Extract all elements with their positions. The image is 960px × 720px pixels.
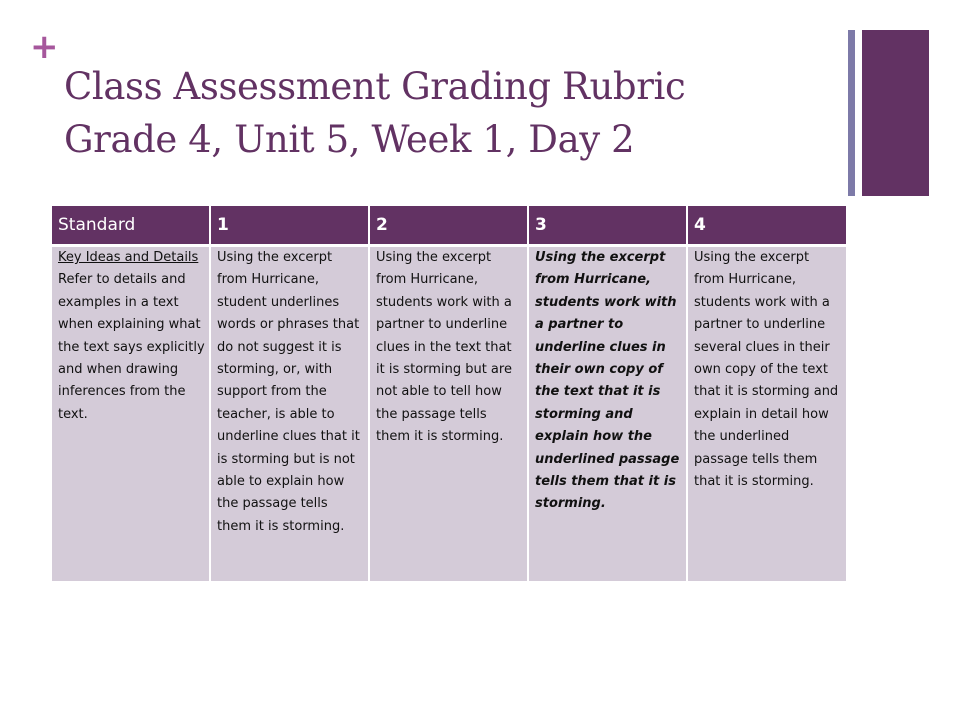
header-level-1: 1 [210,206,369,246]
standard-title: Key Ideas and Details [58,250,199,265]
standard-cell [52,246,210,582]
plus-icon: + [30,27,59,67]
decorative-thin-bar [848,30,855,196]
decorative-thick-bar [862,30,929,196]
slide-title [64,60,834,166]
header-level-3: 3 [528,206,687,246]
level-4-cell: Using the excerpt from Hurricane, students work with a partner to underline several clues in their own copy of the text that it is storming and explain in detail how the underlined passage tells them that it is storming. [687,246,846,582]
title-line-1: Class Assessment Grading Rubric [64,65,686,108]
rubric-header-row [52,206,846,246]
level-2-cell: Using the excerpt from Hurricane, students work with a partner to underline clues in the text that it is storming but are not able to tell how the passage tells them it is storming. [369,246,528,582]
standard-description: Refer to details and examples in a text when explaining what the text says explicitly and when drawing inferences from the text. [58,272,205,422]
rubric-row [52,246,846,582]
level-1-cell: Using the excerpt from Hurricane, student underlines words or phrases that do not suggest it is storming, or, with support from the teacher, is able to underline clues that it is storming but is not able to explain how the passage tells them it is storming. [210,246,369,582]
rubric-table [52,206,846,581]
header-level-2: 2 [369,206,528,246]
level-3-cell: Using the excerpt from Hurricane, students work with a partner to underline clues in their own copy of the text that it is storming and explain how the underlined passage tells them that it is storming. [528,246,687,582]
header-level-4: 4 [687,206,846,246]
header-standard: Standard [52,206,210,246]
title-line-2: Grade 4, Unit 5, Week 1, Day 2 [64,118,635,161]
